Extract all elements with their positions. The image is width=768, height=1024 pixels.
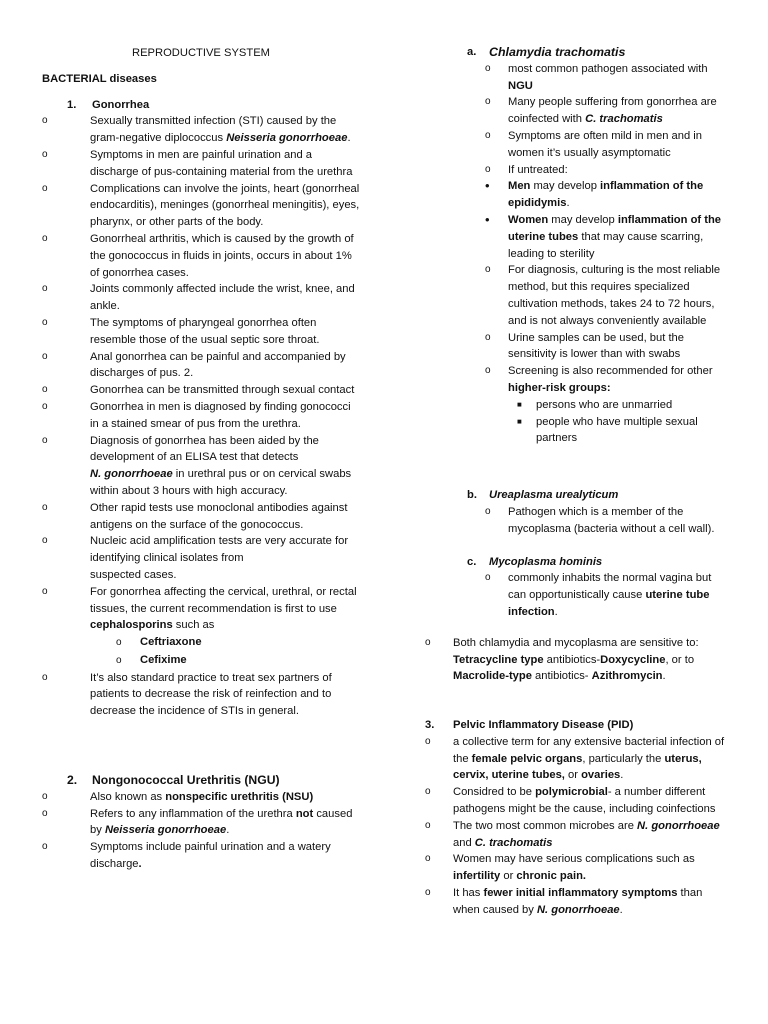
- heading-text: Ureaplasma urealyticum: [489, 489, 619, 502]
- list-item: o The two most common microbes are N. gonorrhoeae and C. trachomatis: [425, 819, 720, 849]
- heading-number: 3.: [425, 719, 435, 732]
- pid-heading: [425, 717, 730, 734]
- list-item: o Gonorrheal arthritis, which is caused by the growth of the gonococcus in fluids in joints, occurs in about 1% of gonorrhea cases.: [42, 232, 354, 279]
- list-item: o Symptoms are often mild in men and in women it’s usually asymptomatic: [485, 129, 703, 159]
- right-column: [425, 0, 730, 919]
- heading-text: Pelvic Inflammatory Disease (PID): [453, 719, 634, 732]
- list-item: o commonly inhabits the normal vagina but can opportunistically cause uterine tube infection.: [485, 572, 712, 618]
- list-item: o Urine samples can be used, but the sensitivity is lower than with swabs: [485, 331, 684, 361]
- heading-letter: a.: [467, 46, 477, 58]
- list-item: o Complications can involve the joints, heart (gonorrheal endocarditis), meninges (gonorrheal meningitis), eyes, pharynx, or other parts of the body.: [42, 182, 360, 229]
- heading-letter: b.: [467, 489, 477, 502]
- list-item: o a collective term for any extensive bacterial infection of the female pelvic organs, particularly the uterus, cervix, uterine tubes, or ovaries.: [425, 735, 725, 782]
- ngu-heading: [42, 772, 360, 789]
- chlamydia-heading: [425, 44, 730, 61]
- sub-list-item: ■ persons who are unmarried: [517, 398, 673, 411]
- list-item: o Also known as nonspecific urethritis (NSU): [42, 790, 314, 803]
- list-item: o Anal gonorrhea can be painful and accompanied by discharges of pus. 2.: [42, 350, 346, 380]
- list-item: o Women may have serious complications such as infertility or chronic pain.: [425, 853, 695, 883]
- section-subtitle: BACTERIAL diseases: [42, 72, 157, 85]
- list-item: o Screening is also recommended for other higher-risk groups:: [485, 365, 713, 394]
- list-item: o Pathogen which is a member of the mycoplasma (bacteria without a cell wall).: [485, 505, 715, 535]
- list-item: o most common pathogen associated with NGU: [485, 62, 708, 92]
- list-item: o Considred to be polymicrobial- a number different pathogens might be the cause, including coinfections: [425, 786, 716, 816]
- sub-list-item: o Ceftriaxone: [116, 636, 202, 649]
- list-item: o Nucleic acid amplification tests are very accurate for identifying clinical isolates from suspected cases.: [42, 535, 349, 581]
- gonorrhea-heading: [42, 97, 360, 114]
- list-item: o Symptoms include painful urination and a watery discharge.: [42, 841, 331, 871]
- ureaplasma-heading: [425, 487, 730, 504]
- list-item: o For gonorrhea affecting the cervical, urethral, or rectal tissues, the current recommendation is first to use cephalosporins such as: [42, 585, 357, 632]
- heading-letter: c.: [467, 555, 477, 568]
- list-item: • Women may develop inflammation of the uterine tubes that may cause scarring, leading to sterility: [485, 211, 722, 260]
- list-item: o Joints commonly affected include the wrist, knee, and ankle.: [42, 283, 355, 313]
- list-item: o Gonorrhea in men is diagnosed by finding gonococci in a stained smear of pus from the urethra.: [42, 400, 351, 430]
- list-item: o Many people suffering from gonorrhea are coinfected with C. trachomatis: [485, 96, 717, 126]
- list-item: o Sexually transmitted infection (STI) caused by the gram-negative diplococcus Neisseria gonorrhoeae.: [42, 115, 351, 145]
- heading-number: 1.: [67, 98, 77, 111]
- page-title: REPRODUCTIVE SYSTEM: [132, 47, 270, 59]
- list-item: • Men may develop inflammation of the epididymis.: [485, 178, 704, 210]
- list-item: o Refers to any inflammation of the urethra not caused by Neisseria gonorrhoeae.: [42, 807, 353, 837]
- heading-number: 2.: [67, 773, 78, 788]
- heading-text: Mycoplasma hominis: [489, 555, 603, 568]
- list-item: o For diagnosis, culturing is the most reliable method, but this requires specialized cultivation methods, takes 24 to 72 hours, and is not always conveniently available: [485, 264, 721, 327]
- sub-list-item: ■ people who have multiple sexual partners: [517, 415, 698, 445]
- heading-text: Chlamydia trachomatis: [489, 45, 626, 59]
- list-item: o Diagnosis of gonorrhea has been aided by the development of an ELISA test that detects N. gonorrhoeae in urethral pus or on cervical swabs within about 3 hours with high accuracy.: [42, 434, 352, 497]
- list-item: o Both chlamydia and mycoplasma are sensitive to: Tetracycline type antibiotics-Doxycycline, or to Macrolide-type antibiotics- Azithromycin.: [425, 636, 699, 683]
- heading-text: Nongonococcal Urethritis (NGU): [92, 773, 280, 788]
- left-column: [42, 0, 360, 873]
- mycoplasma-heading: [425, 554, 730, 571]
- list-item: o Gonorrhea can be transmitted through sexual contact: [42, 384, 355, 397]
- list-item: o Symptoms in men are painful urination and a discharge of pus-containing material from the urethra: [42, 148, 353, 178]
- sub-list-item: o Cefixime: [116, 653, 187, 666]
- list-item: o If untreated:: [485, 163, 568, 176]
- list-item: o It has fewer initial inflammatory symptoms than when caused by N. gonorrhoeae.: [425, 887, 703, 916]
- heading-text: Gonorrhea: [92, 98, 150, 111]
- list-item: o It’s also standard practice to treat sex partners of patients to decrease the risk of reinfection and to decrease the incidence of STIs in general.: [42, 671, 332, 718]
- list-item: o The symptoms of pharyngeal gonorrhea often resemble those of the usual septic sore throat.: [42, 316, 320, 346]
- list-item: o Other rapid tests use monoclonal antibodies against antigens on the surface of the gonococcus.: [42, 501, 348, 531]
